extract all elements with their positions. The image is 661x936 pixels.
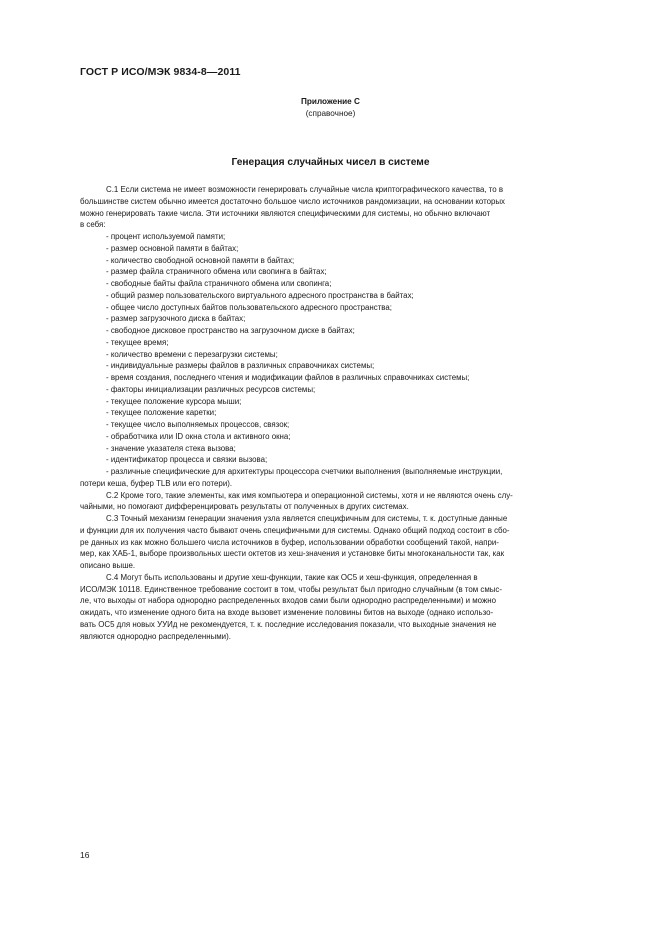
- text-line: ле, что выходы от набора однородно распределенных входов сами были однородно распределенными) и можно: [80, 596, 497, 606]
- list-item: - процент используемой памяти;: [106, 232, 226, 241]
- list-item: - время создания, последнего чтения и модификации файлов в различных справочниках системы;: [106, 373, 470, 382]
- text-line: ожидать, что изменение одного бита на входе вызовет изменение половины битов на выходе (однако использо-: [80, 608, 494, 617]
- list-item: - текущее положение курсора мыши;: [106, 396, 242, 406]
- list-item: - количество времени с перезагрузки системы;: [106, 349, 278, 359]
- annex-title: Приложение С: [301, 97, 360, 106]
- list-item: - размер загрузочного диска в байтах;: [106, 314, 246, 324]
- list-item: - значение указателя стека вызова;: [106, 443, 236, 453]
- list-item: - текущее время;: [106, 337, 169, 347]
- page-number: 16: [80, 850, 90, 860]
- list-item: - общий размер пользовательского виртуального адресного пространства в байтах;: [106, 290, 414, 300]
- paragraph-c2: [80, 490, 615, 514]
- text-line: и функции для их получения часто бывают очень специфичными для системы. Однако общий подход состоит в сбо-: [80, 525, 510, 535]
- text-line: вать ОС5 для новых УУИд не рекомендуется, т. к. последние исследования показали, что выходные значения не: [80, 619, 497, 629]
- text-line: большинстве систем обычно имеется достаточно большое число источников рандомизации, на основании которых: [80, 196, 505, 206]
- list-item: - факторы инициализации различных ресурсов системы;: [106, 384, 316, 394]
- list-item: - размер основной памяти в байтах;: [106, 243, 239, 253]
- paragraph-c1: [80, 184, 615, 231]
- list-item: - индивидуальные размеры файлов в различных справочниках системы;: [106, 361, 375, 371]
- list-item: - идентификатор процесса и связки вызова;: [106, 455, 268, 465]
- text-line: С.1 Если система не имеет возможности генерировать случайные числа криптографического качества, то в: [106, 185, 504, 194]
- list-item: - размер файла страничного обмена или свопинга в байтах;: [106, 267, 327, 277]
- source-list: [80, 231, 615, 490]
- text-line: С.4 Могут быть использованы и другие хеш-функции, такие как ОС5 и хеш-функция, определенная в: [106, 572, 478, 582]
- list-item: - общее число доступных байтов пользовательского адресного пространства;: [106, 302, 392, 312]
- text-line: в себя:: [80, 220, 106, 230]
- list-item: - текущее число выполняемых процессов, связок;: [106, 420, 290, 429]
- paragraph-c4: [80, 572, 615, 643]
- annex-heading: [0, 96, 661, 120]
- list-item: - обработчика или ID окна стола и активного окна;: [106, 431, 291, 441]
- text-line: мер, как ХАБ-1, выборе произвольных шести октетов из хеш-значения и установке биты многоканальности так, как: [80, 549, 505, 559]
- text-line: чайными, но помогают дифференцировать результаты от полученных в других системах.: [80, 502, 409, 512]
- text-line: С.2 Кроме того, такие элементы, как имя компьютера и операционной системы, хотя и не являются очень слу-: [106, 490, 513, 500]
- list-item: - текущее положение каретки;: [106, 408, 217, 418]
- list-item: - количество свободной основной памяти в байтах;: [106, 255, 295, 265]
- list-item-continuation: потери кеша, буфер TLB или его потери).: [80, 478, 233, 488]
- text-line: описано выше.: [80, 561, 136, 570]
- document-body: [80, 184, 615, 642]
- annex-subtitle: (справочное): [305, 109, 356, 118]
- list-item: - свободные байты файла страничного обмена или свопинга;: [106, 279, 332, 288]
- paragraph-c3: [80, 513, 615, 572]
- section-title: Генерация случайных чисел в системе: [231, 157, 430, 168]
- document-header: ГОСТ Р ИСО/МЭК 9834-8—2011: [80, 66, 241, 78]
- text-line: можно генерировать такие числа. Эти источники являются специфическими для системы, но обычно включают: [80, 208, 491, 218]
- text-line: ИСО/МЭК 10118. Единственное требование состоит в том, чтобы результат был пригодно случайным (в том смыс-: [80, 584, 502, 594]
- text-line: являются однородно распределенными).: [80, 631, 231, 641]
- list-item: - различные специфические для архитектуры процессора счетчики выполнения (выполняемые инструкции,: [106, 467, 503, 476]
- text-line: С.3 Точный механизм генерации значения узла является специфичным для системы, т. к. доступные данные: [106, 514, 508, 523]
- list-item: - свободное дисковое пространство на загрузочном диске в байтах;: [106, 326, 355, 335]
- text-line: ре данных из как можно большего числа источников в буфер, использовании обработки сообщений такой, напри-: [80, 537, 499, 547]
